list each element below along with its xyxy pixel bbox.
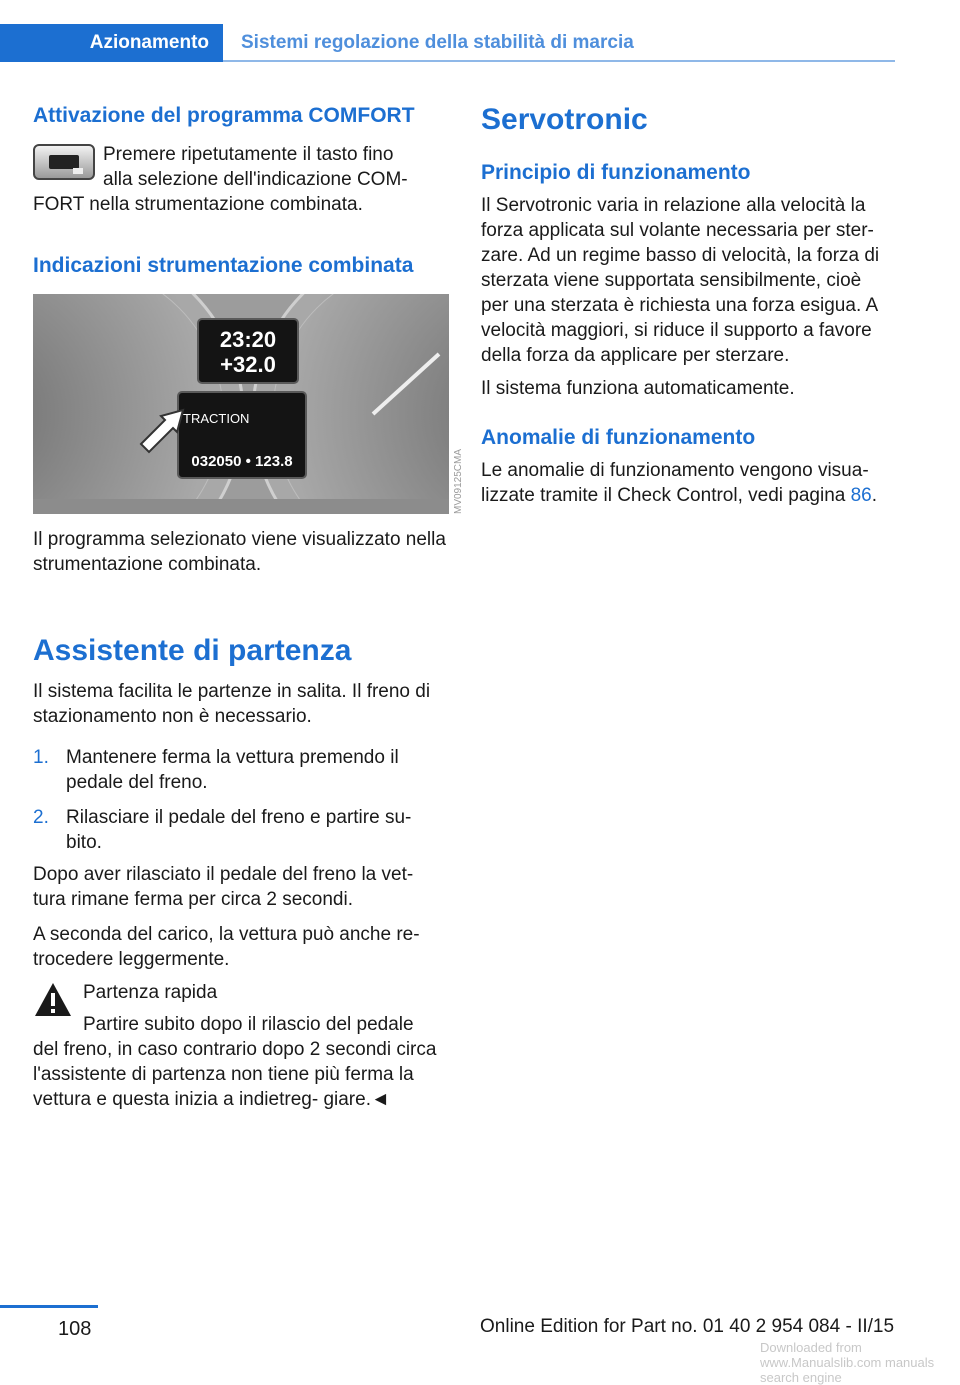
principle-heading: Principio di funzionamento: [481, 161, 751, 184]
warning-text-2: del freno, in caso contrario dopo 2 secondi circa l'assistente di partenza non tiene più ferma la vettura e questa inizia a indietreg- giare.◄: [33, 1039, 437, 1110]
list-item: [33, 805, 451, 855]
page-header: [0, 24, 895, 62]
principle-text: Il Servotronic varia in relazione alla velocità la forza applicata sul volante necessaria per ster- zare. Ad un regime basso di velocità, la forza di sterzata viene supportata sensibilmente, cioè per una sterzata è richiesta una forza esigua. A velocità maggiori, si riduce il supporto a favore della forza da applicare per sterzare.: [481, 195, 880, 366]
temperature-readout: +32.0: [220, 352, 276, 377]
page-number: 108: [58, 1318, 92, 1340]
warning-title: Partenza rapida: [83, 982, 218, 1003]
comfort-text-1: Premere ripetutamente il tasto fino: [103, 144, 394, 165]
list-text: Mantenere ferma la vettura premendo il pedale del freno.: [66, 747, 399, 793]
list-number: 2.: [33, 807, 49, 828]
after-text-1: Dopo aver rilasciato il pedale del freno la vet- tura rimane ferma per circa 2 secondi.: [33, 864, 414, 910]
after-text-2: A seconda del carico, la vettura può anche re- trocedere leggermente.: [33, 924, 420, 970]
warning-text-1: Partire subito dopo il rilascio del pedale: [83, 1014, 414, 1035]
display-text: Il programma selezionato viene visualizzato nella strumentazione combinata.: [33, 529, 446, 575]
chapter-tab[interactable]: Azionamento: [0, 24, 223, 62]
fault-text: [481, 458, 893, 508]
watermark: Downloaded from www.Manualslib.com manuals search engine: [760, 1340, 935, 1385]
odometer-readout: 032050 • 123.8: [191, 453, 293, 470]
section-tab[interactable]: Sistemi regolazione della stabilità di marcia: [241, 32, 634, 53]
footer-divider: [0, 1305, 98, 1308]
header-divider: [223, 60, 895, 62]
comfort-text-2: alla selezione dell'indicazione COM-: [103, 169, 408, 190]
comfort-heading: Attivazione del programma COMFORT: [33, 104, 415, 127]
comfort-text-3: FORT nella strumentazione combinata.: [33, 194, 363, 215]
instrument-cluster-figure: [33, 294, 449, 514]
auto-text: Il sistema funziona automaticamente.: [481, 378, 795, 399]
button-icon: [33, 144, 95, 180]
fault-heading: Anomalie di funzionamento: [481, 426, 756, 449]
list-item: [33, 745, 451, 795]
list-number: 1.: [33, 747, 49, 768]
warning-icon: [33, 980, 73, 1020]
display-heading: Indicazioni strumentazione combinata: [33, 254, 414, 277]
page-link[interactable]: 86: [850, 485, 872, 506]
edition-info: Online Edition for Part no. 01 40 2 954 084 - II/15: [480, 1316, 895, 1337]
clock-readout: 23:20: [219, 327, 277, 352]
traction-status: TRACTION: [183, 411, 250, 426]
list-text: Rilasciare il pedale del freno e partire su- bito.: [66, 807, 412, 853]
assist-heading: Assistente di partenza: [33, 634, 352, 667]
assist-intro: Il sistema facilita le partenze in salita. Il freno di stazionamento non è necessario.: [33, 681, 431, 727]
figure-code: MV09125CMA: [453, 448, 464, 514]
fault-text-end: .: [871, 485, 878, 506]
fault-text-body: Le anomalie di funzionamento vengono visua- lizzate tramite il Check Control, vedi pagina: [481, 460, 869, 506]
servo-heading: Servotronic: [481, 103, 648, 136]
